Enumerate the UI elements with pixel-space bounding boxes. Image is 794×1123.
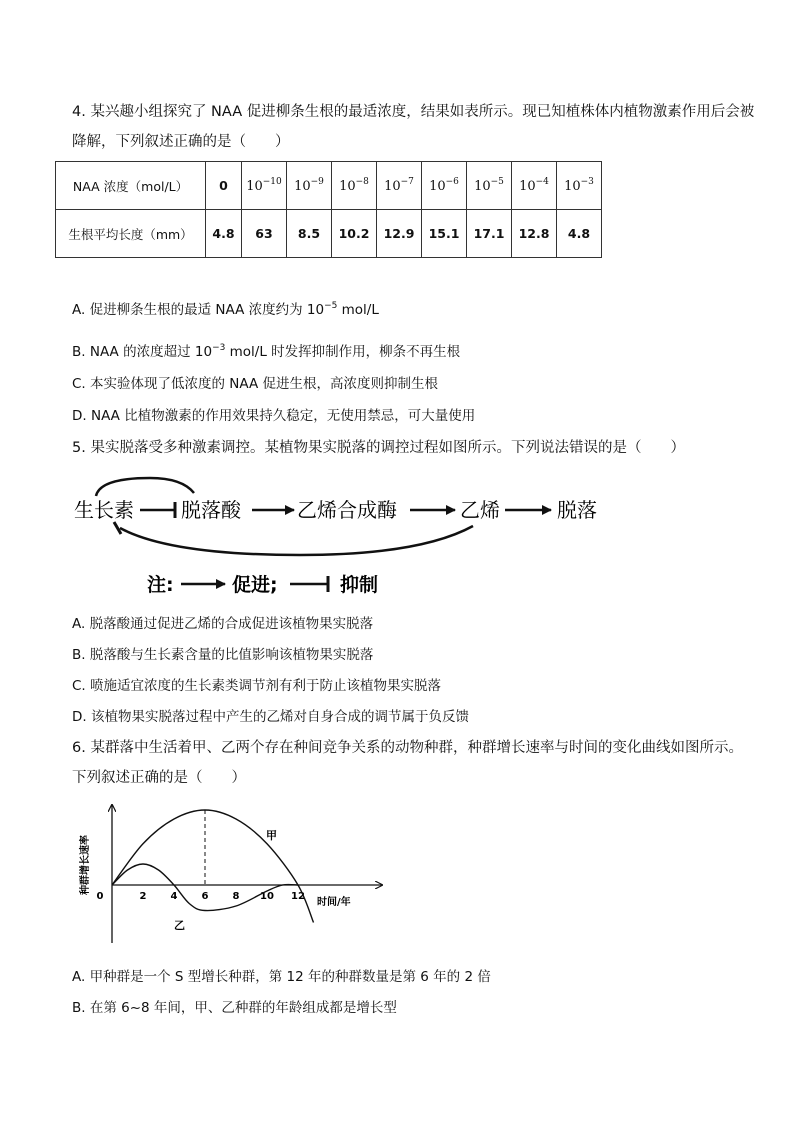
q6-stem-line1: 6. 某群落中生活着甲、乙两个存在种间竞争关系的动物种群，种群增长速率与时间的变化曲线如图所示。	[72, 740, 743, 756]
table-header-length: 生根平均长度（mm）	[56, 210, 206, 258]
table-header-concentration: NAA 浓度（mol/L）	[56, 162, 206, 210]
table-cell: 12.9	[377, 210, 422, 258]
node-abscission: 脱落	[557, 498, 597, 522]
q4-option-c: C. 本实验体现了低浓度的 NAA 促进生根，高浓度则抑制生根	[72, 376, 439, 392]
q5-stem: 5. 果实脱落受多种激素调控。某植物果实脱落的调控过程如图所示。下列说法错误的是（ ）	[72, 440, 685, 456]
table-cell: 4.8	[206, 210, 242, 258]
legend-inhibit-label: 抑制	[340, 574, 379, 596]
x-axis-label: 时间/年	[317, 897, 351, 908]
x-tick-label: 4	[170, 891, 178, 902]
table-cell: $10^{-7}$	[377, 162, 422, 210]
table-cell: 17.1	[467, 210, 512, 258]
x-tick-label: 2	[139, 891, 147, 902]
q6-stem-line2: 下列叙述正确的是（ ）	[72, 770, 246, 786]
q6-option-b: B. 在第 6~8 年间，甲、乙种群的年龄组成都是增长型	[72, 1000, 397, 1016]
table-cell: $10^{-10}$	[242, 162, 287, 210]
table-cell: $10^{-4}$	[512, 162, 557, 210]
table-cell: 12.8	[512, 210, 557, 258]
node-ethylene-synthase: 乙烯合成酶	[297, 498, 397, 522]
q5-option-d: D. 该植物果实脱落过程中产生的乙烯对自身合成的调节属于负反馈	[72, 709, 469, 725]
series-label-jia: 甲	[266, 829, 277, 842]
q4-stem-line2: 降解，下列叙述正确的是（ ）	[72, 134, 290, 150]
node-ethylene: 乙烯	[460, 498, 500, 522]
node-auxin: 生长素	[74, 498, 134, 522]
table-cell: $10^{-6}$	[422, 162, 467, 210]
q4-stem-line1: 4. 某兴趣小组探究了 NAA 促进柳条生根的最适浓度，结果如表所示。现已知植株体内植物激素作用后会被	[72, 104, 755, 120]
legend-note-label: 注:	[147, 574, 174, 596]
q5-option-b: B. 脱落酸与生长素含量的比值影响该植物果实脱落	[72, 647, 374, 663]
series-line-jia	[112, 810, 314, 923]
q4-option-d: D. NAA 比植物激素的作用效果持久稳定，无使用禁忌，可大量使用	[72, 408, 476, 424]
series-label-yi: 乙	[174, 919, 185, 932]
table-cell: 4.8	[557, 210, 602, 258]
table-cell: $10^{-9}$	[287, 162, 332, 210]
q4-option-b: B. NAA 的浓度超过 $10^{-3}$ mol/L 时发挥抑制作用，柳条不再生根	[72, 343, 461, 360]
q5-option-a: A. 脱落酸通过促进乙烯的合成促进该植物果实脱落	[72, 616, 374, 632]
q4-option-a: A. 促进柳条生根的最适 NAA 浓度约为 $10^{-5}$ mol/L	[72, 301, 379, 318]
x-tick-label: 8	[232, 891, 240, 902]
table-cell: $10^{-5}$	[467, 162, 512, 210]
x-tick-label: 0	[96, 891, 104, 902]
x-tick-label: 12	[291, 891, 305, 902]
x-tick-label: 10	[260, 891, 274, 902]
legend-promote-label: 促进;	[232, 574, 278, 596]
table-cell: $10^{-8}$	[332, 162, 377, 210]
node-aba: 脱落酸	[181, 498, 241, 522]
table-cell: $10^{-3}$	[557, 162, 602, 210]
y-axis-label: 种群增长速率	[80, 835, 91, 895]
table-cell: 15.1	[422, 210, 467, 258]
table-cell: 10.2	[332, 210, 377, 258]
table-cell: 8.5	[287, 210, 332, 258]
table-cell: 63	[242, 210, 287, 258]
series-line-yi	[112, 864, 298, 911]
table-cell: 0	[206, 162, 242, 210]
q5-option-c: C. 喷施适宜浓度的生长素类调节剂有利于防止该植物果实脱落	[72, 678, 442, 694]
x-tick-label: 6	[201, 891, 209, 902]
q6-option-a: A. 甲种群是一个 S 型增长种群，第 12 年的种群数量是第 6 年的 2 倍	[72, 969, 491, 985]
